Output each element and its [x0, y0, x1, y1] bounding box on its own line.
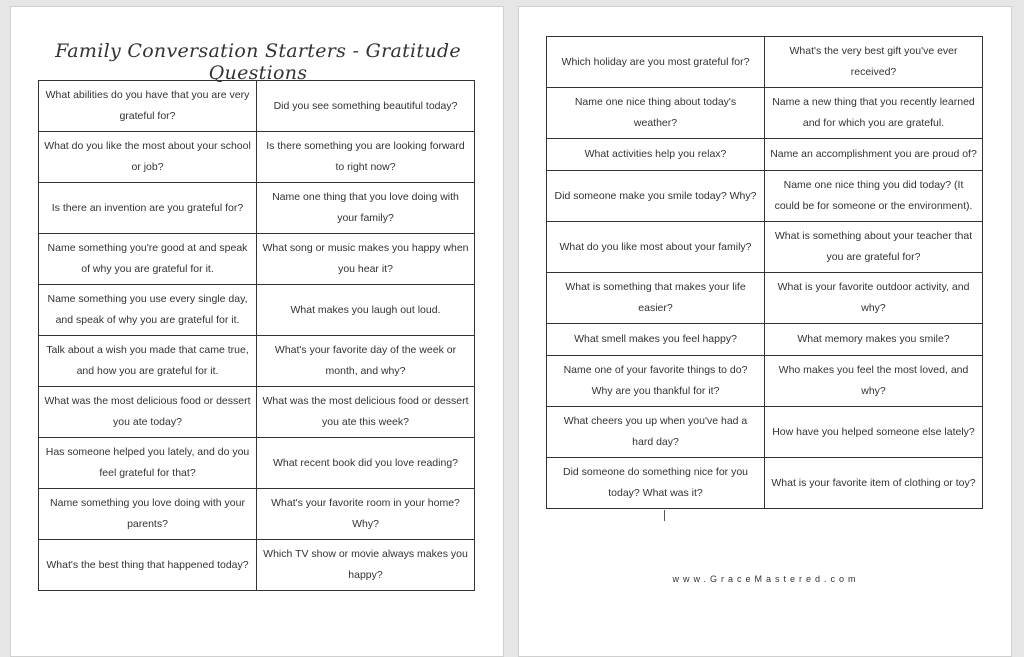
table-row: [39, 336, 475, 387]
footer-website: www.GraceMastered.com: [672, 574, 860, 584]
table-row: [547, 37, 983, 88]
question-card: What was the most delicious food or dessert you ate this week?: [257, 387, 475, 438]
question-card: Did you see something beautiful today?: [257, 81, 475, 132]
question-card: Is there something you are looking forward to right now?: [257, 132, 475, 183]
table-row: [547, 139, 983, 171]
page-right: [518, 6, 1012, 657]
question-card: Name a new thing that you recently learned and for which you are grateful.: [765, 88, 983, 139]
questions-table-left: [38, 80, 475, 591]
table-row: [547, 171, 983, 222]
question-card: Name something you use every single day, and speak of why you are grateful for it.: [39, 285, 257, 336]
table-row: [39, 234, 475, 285]
question-card: Has someone helped you lately, and do you feel grateful for that?: [39, 438, 257, 489]
table-row: [547, 273, 983, 324]
question-card: Talk about a wish you made that came true, and how you are grateful for it.: [39, 336, 257, 387]
question-card: What's your favorite room in your home? Why?: [257, 489, 475, 540]
question-card: Who makes you feel the most loved, and why?: [765, 356, 983, 407]
question-card: What memory makes you smile?: [765, 324, 983, 356]
question-card: Name one nice thing you did today? (It could be for someone or the environment).: [765, 171, 983, 222]
question-card: Which holiday are you most grateful for?: [547, 37, 765, 88]
question-card: Name something you love doing with your parents?: [39, 489, 257, 540]
question-card: Is there an invention are you grateful for?: [39, 183, 257, 234]
table-row: [39, 540, 475, 591]
question-card: What recent book did you love reading?: [257, 438, 475, 489]
table-row: [39, 387, 475, 438]
question-card: What song or music makes you happy when you hear it?: [257, 234, 475, 285]
table-row: [39, 81, 475, 132]
question-card: What smell makes you feel happy?: [547, 324, 765, 356]
question-card: What abilities do you have that you are very grateful for?: [39, 81, 257, 132]
table-row: [547, 458, 983, 509]
question-card: Name one of your favorite things to do? Why are you thankful for it?: [547, 356, 765, 407]
question-card: What do you like most about your family?: [547, 222, 765, 273]
table-row: [547, 88, 983, 139]
question-card: What is your favorite item of clothing or toy?: [765, 458, 983, 509]
question-card: What is your favorite outdoor activity, and why?: [765, 273, 983, 324]
questions-table-right: [546, 36, 983, 509]
question-card: What cheers you up when you've had a hard day?: [547, 407, 765, 458]
table-row: [547, 407, 983, 458]
question-card: Name an accomplishment you are proud of?: [765, 139, 983, 171]
question-card: What was the most delicious food or dessert you ate today?: [39, 387, 257, 438]
question-card: What's the best thing that happened today?: [39, 540, 257, 591]
question-card: What's your favorite day of the week or month, and why?: [257, 336, 475, 387]
table-row: [547, 356, 983, 407]
question-card: Did someone make you smile today? Why?: [547, 171, 765, 222]
table-row: [39, 285, 475, 336]
question-card: Did someone do something nice for you today? What was it?: [547, 458, 765, 509]
question-card: Name one thing that you love doing with your family?: [257, 183, 475, 234]
question-card: What do you like the most about your school or job?: [39, 132, 257, 183]
question-card: What makes you laugh out loud.: [257, 285, 475, 336]
text-cursor: [664, 510, 665, 521]
question-card: Which TV show or movie always makes you happy?: [257, 540, 475, 591]
page-left: [10, 6, 504, 657]
table-row: [39, 438, 475, 489]
table-row: [39, 132, 475, 183]
table-row: [547, 222, 983, 273]
page-title: Family Conversation Starters - Gratitude Questions: [55, 40, 461, 84]
question-card: Name something you're good at and speak of why you are grateful for it.: [39, 234, 257, 285]
question-card: What's the very best gift you've ever received?: [765, 37, 983, 88]
question-card: What activities help you relax?: [547, 139, 765, 171]
question-card: Name one nice thing about today's weather?: [547, 88, 765, 139]
table-row: [39, 183, 475, 234]
question-card: What is something about your teacher that you are grateful for?: [765, 222, 983, 273]
question-card: How have you helped someone else lately?: [765, 407, 983, 458]
question-card: What is something that makes your life easier?: [547, 273, 765, 324]
table-row: [547, 324, 983, 356]
table-row: [39, 489, 475, 540]
